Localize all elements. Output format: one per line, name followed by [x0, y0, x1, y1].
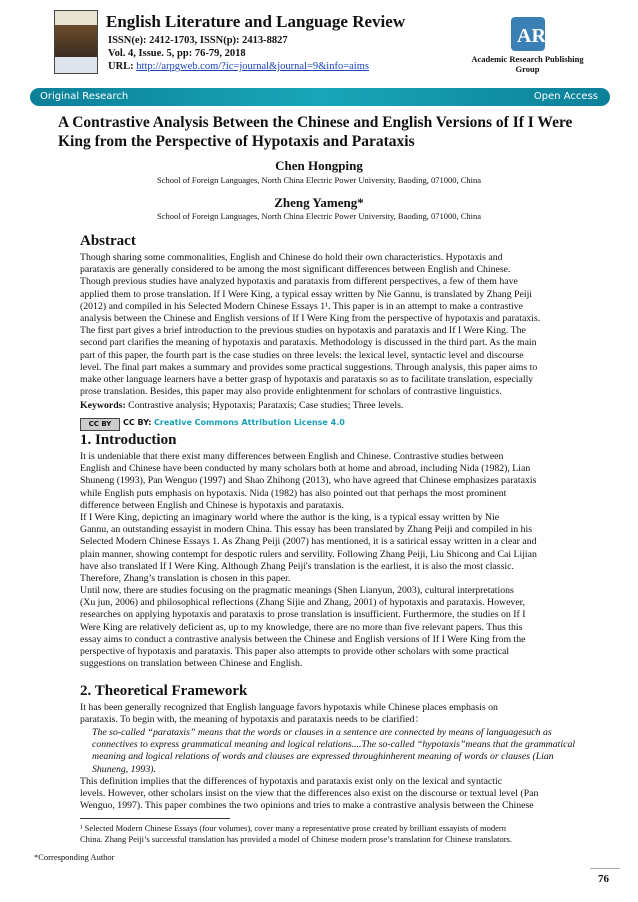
open-access-label: Open Access — [533, 91, 598, 102]
framework-heading: 2. Theoretical Framework — [80, 683, 248, 699]
footnote-line1: ¹ Selected Modern Chinese Essays (four volumes), cover many a representative prose created by brilliant essayists of modern — [80, 823, 507, 833]
text-line: (2012) and compiled in his Selected Modern Chinese Essays 1¹. This paper is in an attempt to make a contrastive — [80, 300, 523, 312]
text-line: inherent meaning of words or clauses (Lian Shuneng, 1993). — [92, 751, 554, 775]
page-number-rule — [590, 868, 620, 869]
text-line: It is undeniable that there exist many differences between English and Chinese. Contrastive studies between — [80, 451, 504, 462]
keywords-line — [80, 400, 585, 412]
text-line: Until now, there are studies focusing on the pragmatic meanings (Shen Lianyun, 2003), cultural interpretations — [80, 585, 514, 597]
introduction-body — [80, 451, 585, 670]
text-line: essay aims to conduct a contrastive analysis between the Chinese and English versions of If I Were King from the — [80, 633, 526, 645]
author-2: Zheng Yameng* — [274, 195, 364, 210]
text-line: The first part gives a brief introduction to the previous studies on hypotaxis and parataxis and If I Were King. The — [80, 325, 526, 337]
text-line: parataxis. To begin with, the meaning of hypotaxis and parataxis needs to be clarified： — [80, 714, 425, 726]
paper-title-line2: King from the Perspective of Hypotaxis and Parataxis — [58, 133, 415, 150]
text-line: The so-called “parataxis” means that the words or clauses in a sentence are connected by means of language — [92, 727, 523, 738]
text-line: levels. However, other scholars insist on the view that the differences also exist on the discourse or textual level (Pan — [80, 788, 539, 800]
journal-volume: Vol. 4, Issue. 5, pp: 76-79, 2018 — [108, 48, 246, 59]
text-line: parataxis are generally considered to be among the most significant differences between English and Chinese. — [80, 264, 511, 276]
text-line: second part clarifies the meaning of hypotaxis and parataxis. Methodology is discussed in the third part. As the main — [80, 337, 537, 349]
license-link[interactable]: Creative Commons Attribution License 4.0 — [154, 418, 345, 427]
paper-title — [58, 113, 593, 151]
publisher-name: Academic Research Publishing Group — [471, 54, 584, 74]
text-line: suggestions on translation between Chinese and English. — [80, 658, 303, 670]
introduction-heading: 1. Introduction — [80, 432, 177, 448]
text-line: Though sharing some commonalities, English and Chinese do hold their own characteristics. Hypotaxis and — [80, 252, 503, 263]
svg-text:AR: AR — [517, 25, 545, 47]
text-line: have also translated If I Were King. Although Zhang Peiji's translation is the earliest, it is also the most classic. — [80, 560, 514, 572]
text-line: difference between English and Chinese is hypotaxis and parataxis. — [80, 499, 344, 511]
text-line: This definition implies that the differences of hypotaxis and parataxis exist only on the lexical and syntactic — [80, 776, 503, 787]
text-line: perspective of hypotaxis and parataxis. This paper also attempts to provide other scholars with some practical — [80, 646, 510, 657]
journal-url-line — [108, 61, 369, 72]
framework-quote — [92, 727, 582, 776]
footnote-line2: China. Zhang Peiji’s successful translation has provided a model of Chinese modern prose’s translation for Chinese translators. — [80, 834, 512, 844]
text-line: English and Chinese have been conducted by many scholars both at home and abroad, including Nida (1982), Lian — [80, 463, 531, 475]
journal-issn: ISSN(e): 2412-1703, ISSN(p): 2413-8827 — [108, 35, 288, 46]
text-line: plain manner, showing contempt for despotic rulers and servility. Following Zhang Peiji, Liu Shicong and Cai Lijian — [80, 548, 537, 560]
text-line: researches on applying hypotaxis and parataxis to prose translation is insufficient. Furthermore, the studies on If I — [80, 609, 526, 621]
abstract-heading: Abstract — [80, 233, 136, 249]
journal-cover-thumbnail — [54, 10, 98, 74]
original-research-label: Original Research — [40, 91, 129, 102]
text-line: (Xu jun, 2006) and philosophical reflections (Zhang Sijie and Zhang, 2001) of hypotaxis and parataxis. However, — [80, 597, 525, 609]
arpg-logo — [511, 17, 545, 51]
footnote-rule — [80, 818, 230, 819]
text-line: Wenguo, 1997). This paper combines the two opinions and tries to make a contrastive analysis between the Chinese — [80, 800, 534, 812]
text-line: Gannu, an outstanding essayist in modern China. This essay has been translated by Zhang Peiji and compiled in his — [80, 524, 533, 536]
license-line — [123, 418, 345, 427]
paper-title-line1: A Contrastive Analysis Between the Chinese and English Versions of If I Were — [58, 114, 573, 131]
corresponding-author-note: *Corresponding Author — [34, 852, 115, 862]
article-type-band — [30, 88, 610, 106]
text-line: make other language learners have a better grasp of hypotaxis and parataxis so as to facilitate translation, especially — [80, 373, 534, 385]
text-line: Were King are relatively deficient as, up to my knowledge, there are no more than five relevant papers. Thus this — [80, 621, 523, 633]
author-1: Chen Hongping — [275, 158, 363, 173]
page-number: 76 — [598, 873, 609, 885]
keywords-label: Keywords: — [80, 400, 126, 411]
text-line: analysis between the Chinese and English versions of If I Were King from the perspective of hypotaxis and parataxis. — [80, 312, 541, 324]
abstract-body — [80, 252, 585, 398]
journal-title: English Literature and Language Review — [106, 12, 406, 31]
journal-url-link[interactable]: http://arpgweb.com/?ic=journal&journal=9&info=aims — [136, 61, 369, 72]
text-line: prose translation. Besides, this paper may also provide enlightenment for scholars of contrastive linguistics. — [80, 386, 502, 398]
affiliation-1: School of Foreign Languages, North China Electric Power University, Baoding, 071000, China — [156, 175, 482, 185]
text-line: It has been generally recognized that English language favors hypotaxis while Chinese places emphasis on — [80, 702, 498, 713]
license-label: CC BY: — [123, 418, 152, 427]
text-line: Though previous studies have analyzed hypotaxis and parataxis from different perspectives, a few of them have — [80, 276, 518, 288]
keywords-text: Contrastive analysis; Hypotaxis; Parataxis; Case studies; Three levels. — [128, 400, 404, 411]
url-label: URL: — [108, 61, 134, 72]
text-line: part of this paper, the fourth part is the case studies on three levels: the lexical level, syntactic level and discourse — [80, 349, 524, 361]
framework-body-a — [80, 702, 585, 726]
affiliation-2: School of Foreign Languages, North China Electric Power University, Baoding, 071000, China — [156, 211, 482, 221]
text-line: level. The final part makes a summary and provides some practical suggestions. Through analysis, this paper aims to — [80, 361, 538, 373]
text-line: Selected Modern Chinese Essays 1. As Zhang Peiji (2007) has mentioned, it is a satirical essay written in a clear and — [80, 536, 537, 548]
framework-body-b — [80, 776, 585, 813]
text-line: If I Were King, depicting an imaginary world where the author is the king, is a typical essay written by Nie — [80, 511, 500, 523]
text-line: such as connectives to express grammatical meaning and logical relations....The so-called “hypotaxis” — [92, 727, 552, 751]
text-line: means that the grammatical meaning and logical relations of words and clauses are expressed through — [92, 739, 576, 763]
text-line: while English puts emphasis on hypotaxis. Nida (1982) has also pointed out that perhaps the most prominent — [80, 487, 507, 499]
footnote — [80, 823, 585, 845]
cc-by-badge[interactable]: CC BY — [80, 418, 120, 431]
text-line: Therefore, Zhang’s translation is chosen in this paper. — [80, 572, 291, 584]
arpg-logo-icon — [511, 17, 545, 51]
text-line: applied them to prose translation. If I Were King, a typical essay written by Nie Gannu, is translated by Zhang Peiji — [80, 288, 533, 300]
text-line: Shuneng (1993), Pan Wenguo (1997) and Shao Zhihong (2013), who have agreed that Chinese emphasizes parataxis — [80, 475, 537, 487]
